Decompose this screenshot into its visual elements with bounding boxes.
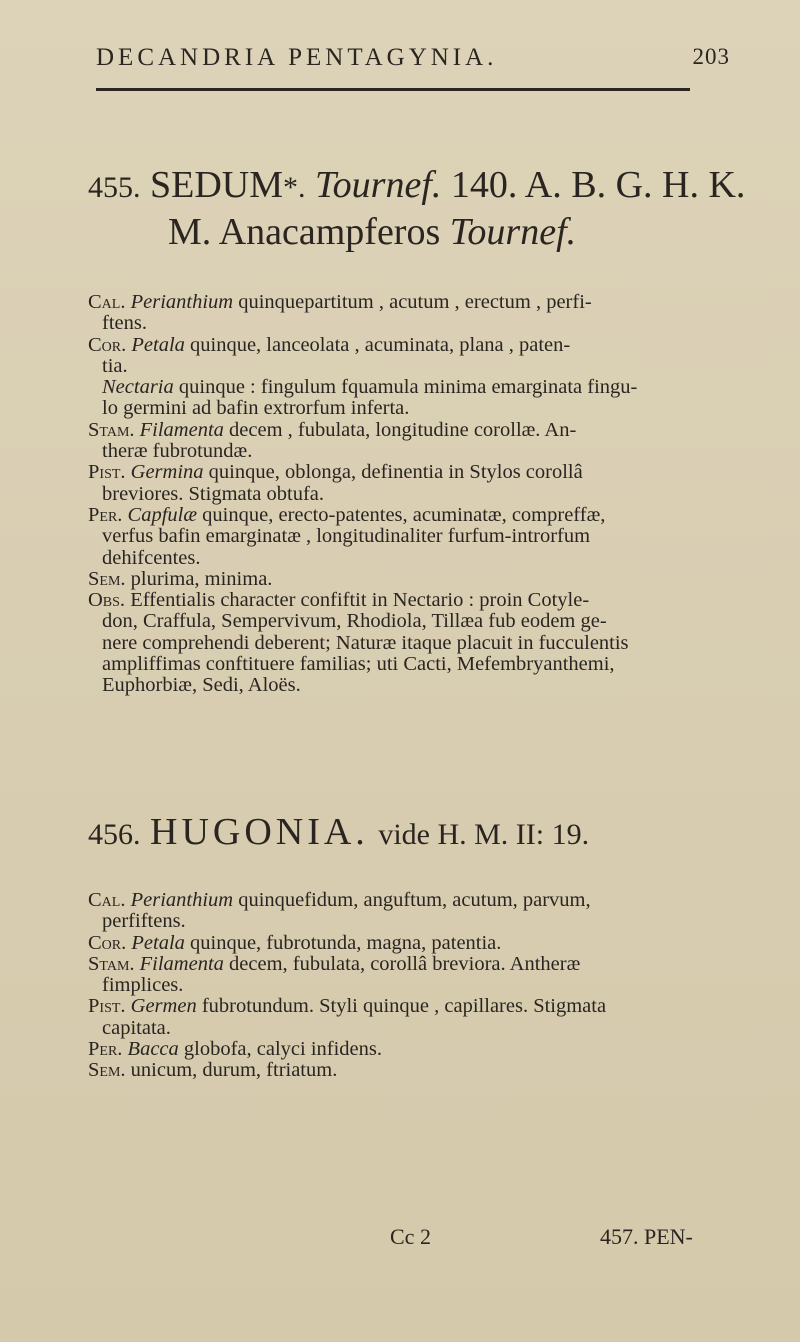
entry-456-heading: [88, 810, 589, 857]
organ-term: Petala: [131, 931, 185, 954]
description-line: [88, 1018, 718, 1039]
description-line: [88, 526, 718, 547]
page-number: 203: [692, 44, 730, 69]
description-line: [88, 377, 718, 398]
description-line: [88, 420, 718, 441]
description-line: [88, 462, 718, 483]
description-text: quinque, erecto-patentes, acuminatæ, compreffæ,: [197, 503, 606, 526]
description-text: perfiftens.: [102, 910, 186, 933]
genus-name: SEDUM: [150, 164, 284, 206]
organ-term: Capfulæ: [127, 503, 198, 526]
entry-455-heading: [88, 163, 745, 254]
entry-number: 455.: [88, 171, 141, 204]
description-text: breviores. Stigmata obtufa.: [102, 482, 325, 505]
organ-label: Stam.: [88, 418, 135, 441]
organ-label: Sem.: [88, 567, 126, 590]
description-text: quinque, lanceolata , acuminata, plana , paten-: [184, 333, 571, 356]
description-text: quinquepartitum , acutum , erectum , perfi-: [233, 291, 592, 313]
description-text: quinquefidum, anguftum, acutum, parvum,: [233, 889, 591, 911]
entry-456-description: [88, 890, 718, 1082]
description-text: ftens.: [102, 312, 147, 335]
description-text: plurima, minima.: [130, 567, 273, 590]
organ-label: Per.: [88, 503, 123, 526]
description-text: theræ fubrotundæ.: [102, 440, 253, 463]
description-line: [88, 569, 718, 590]
description-text: capitata.: [102, 1016, 171, 1039]
description-line: [88, 675, 718, 696]
synonym-line: [88, 210, 745, 254]
genus-name: HUGONIA.: [150, 811, 369, 853]
description-line: [88, 975, 718, 996]
description-line: [88, 654, 718, 675]
running-head: [96, 44, 730, 72]
description-text: quinque, oblonga, definentia in Stylos corollâ: [203, 461, 583, 484]
signature-mark: Cc 2: [390, 1224, 431, 1249]
organ-label: Cor.: [88, 931, 127, 954]
description-line: [88, 292, 718, 313]
description-line: [88, 484, 718, 505]
catchword: 457. PEN-: [600, 1224, 693, 1249]
description-line: [88, 633, 718, 654]
description-line: [88, 398, 718, 419]
description-line: [88, 1039, 718, 1060]
description-text: lo germini ad bafin extrorfum inferta.: [102, 397, 410, 420]
organ-label: Per.: [88, 1038, 123, 1061]
description-line: [88, 890, 718, 911]
organ-term: Germen: [130, 995, 197, 1018]
header-rule: [96, 88, 690, 91]
organ-term: Filamenta: [139, 952, 224, 975]
organ-term: Petala: [131, 333, 185, 356]
organ-term: Perianthium: [130, 291, 234, 313]
description-line: [88, 505, 718, 526]
description-text: don, Craffula, Sempervivum, Rhodiola, Tillæa fub eodem ge-: [102, 610, 607, 633]
description-text: ampliffimas conftituere familias; uti Cacti, Mefembryanthemi,: [102, 653, 615, 676]
author-ref: Tournef.: [315, 164, 442, 206]
organ-label: Pist.: [88, 461, 126, 484]
ref-page: 140.: [450, 164, 518, 206]
description-text: Euphorbiæ, Sedi, Aloës.: [102, 674, 301, 697]
description-line: [88, 590, 718, 611]
description-text: decem , fubulata, longitudine corollæ. An-: [223, 418, 577, 441]
description-line: [88, 911, 718, 932]
entry-455-description: [88, 292, 718, 697]
description-line: [88, 548, 718, 569]
description-text: Effentialis character confiftit in Nectario : proin Cotyle-: [130, 589, 590, 612]
organ-label: Cal.: [88, 291, 126, 313]
organ-term: Germina: [130, 461, 204, 484]
description-text: fubrotundum. Styli quinque , capillares. Stigmata: [196, 995, 607, 1018]
description-line: [88, 313, 718, 334]
organ-term: Bacca: [127, 1038, 179, 1061]
synonym-ref: Tournef.: [449, 211, 577, 253]
organ-term: Perianthium: [130, 889, 234, 911]
organ-label: Sem.: [88, 1059, 126, 1082]
description-line: [88, 996, 718, 1017]
organ-label: Stam.: [88, 952, 135, 975]
author-ref: vide H. M. II: 19.: [378, 818, 590, 851]
description-text: verfus bafin emarginatæ , longitudinaliter furfum-introrfum: [102, 525, 591, 548]
synonym-text: M. Anacampferos: [168, 211, 441, 253]
description-line: [88, 1060, 718, 1081]
description-text: fimplices.: [102, 974, 184, 997]
description-line: [88, 954, 718, 975]
organ-term: Filamenta: [139, 418, 224, 441]
sources: A. B. G. H. K.: [524, 164, 746, 206]
description-text: globofa, calyci infidens.: [178, 1038, 383, 1061]
asterisk-mark: *.: [283, 171, 306, 204]
organ-label: Cal.: [88, 889, 126, 911]
organ-label: Cor.: [88, 333, 127, 356]
description-line: [88, 335, 718, 356]
description-text: tia.: [102, 354, 128, 377]
description-line: [88, 611, 718, 632]
description-text: unicum, durum, ftriatum.: [130, 1059, 338, 1082]
description-text: quinque, fubrotunda, magna, patentia.: [184, 931, 502, 954]
organ-label: Obs.: [88, 589, 126, 612]
entry-number: 456.: [88, 818, 141, 851]
description-text: decem, fubulata, corollâ breviora. Antheræ: [223, 952, 581, 975]
description-line: [88, 441, 718, 462]
description-text: dehifcentes.: [102, 546, 201, 569]
description-line: [88, 933, 718, 954]
running-head-title: DECANDRIA PENTAGYNIA.: [96, 44, 498, 71]
description-text: quinque : fingulum fquamula minima emarginata fingu-: [173, 376, 638, 399]
organ-label: Pist.: [88, 995, 126, 1018]
description-line: [88, 356, 718, 377]
description-text: nere comprehendi deberent; Naturæ itaque placuit in fucculentis: [102, 631, 629, 654]
organ-term: Nectaria: [102, 376, 174, 399]
